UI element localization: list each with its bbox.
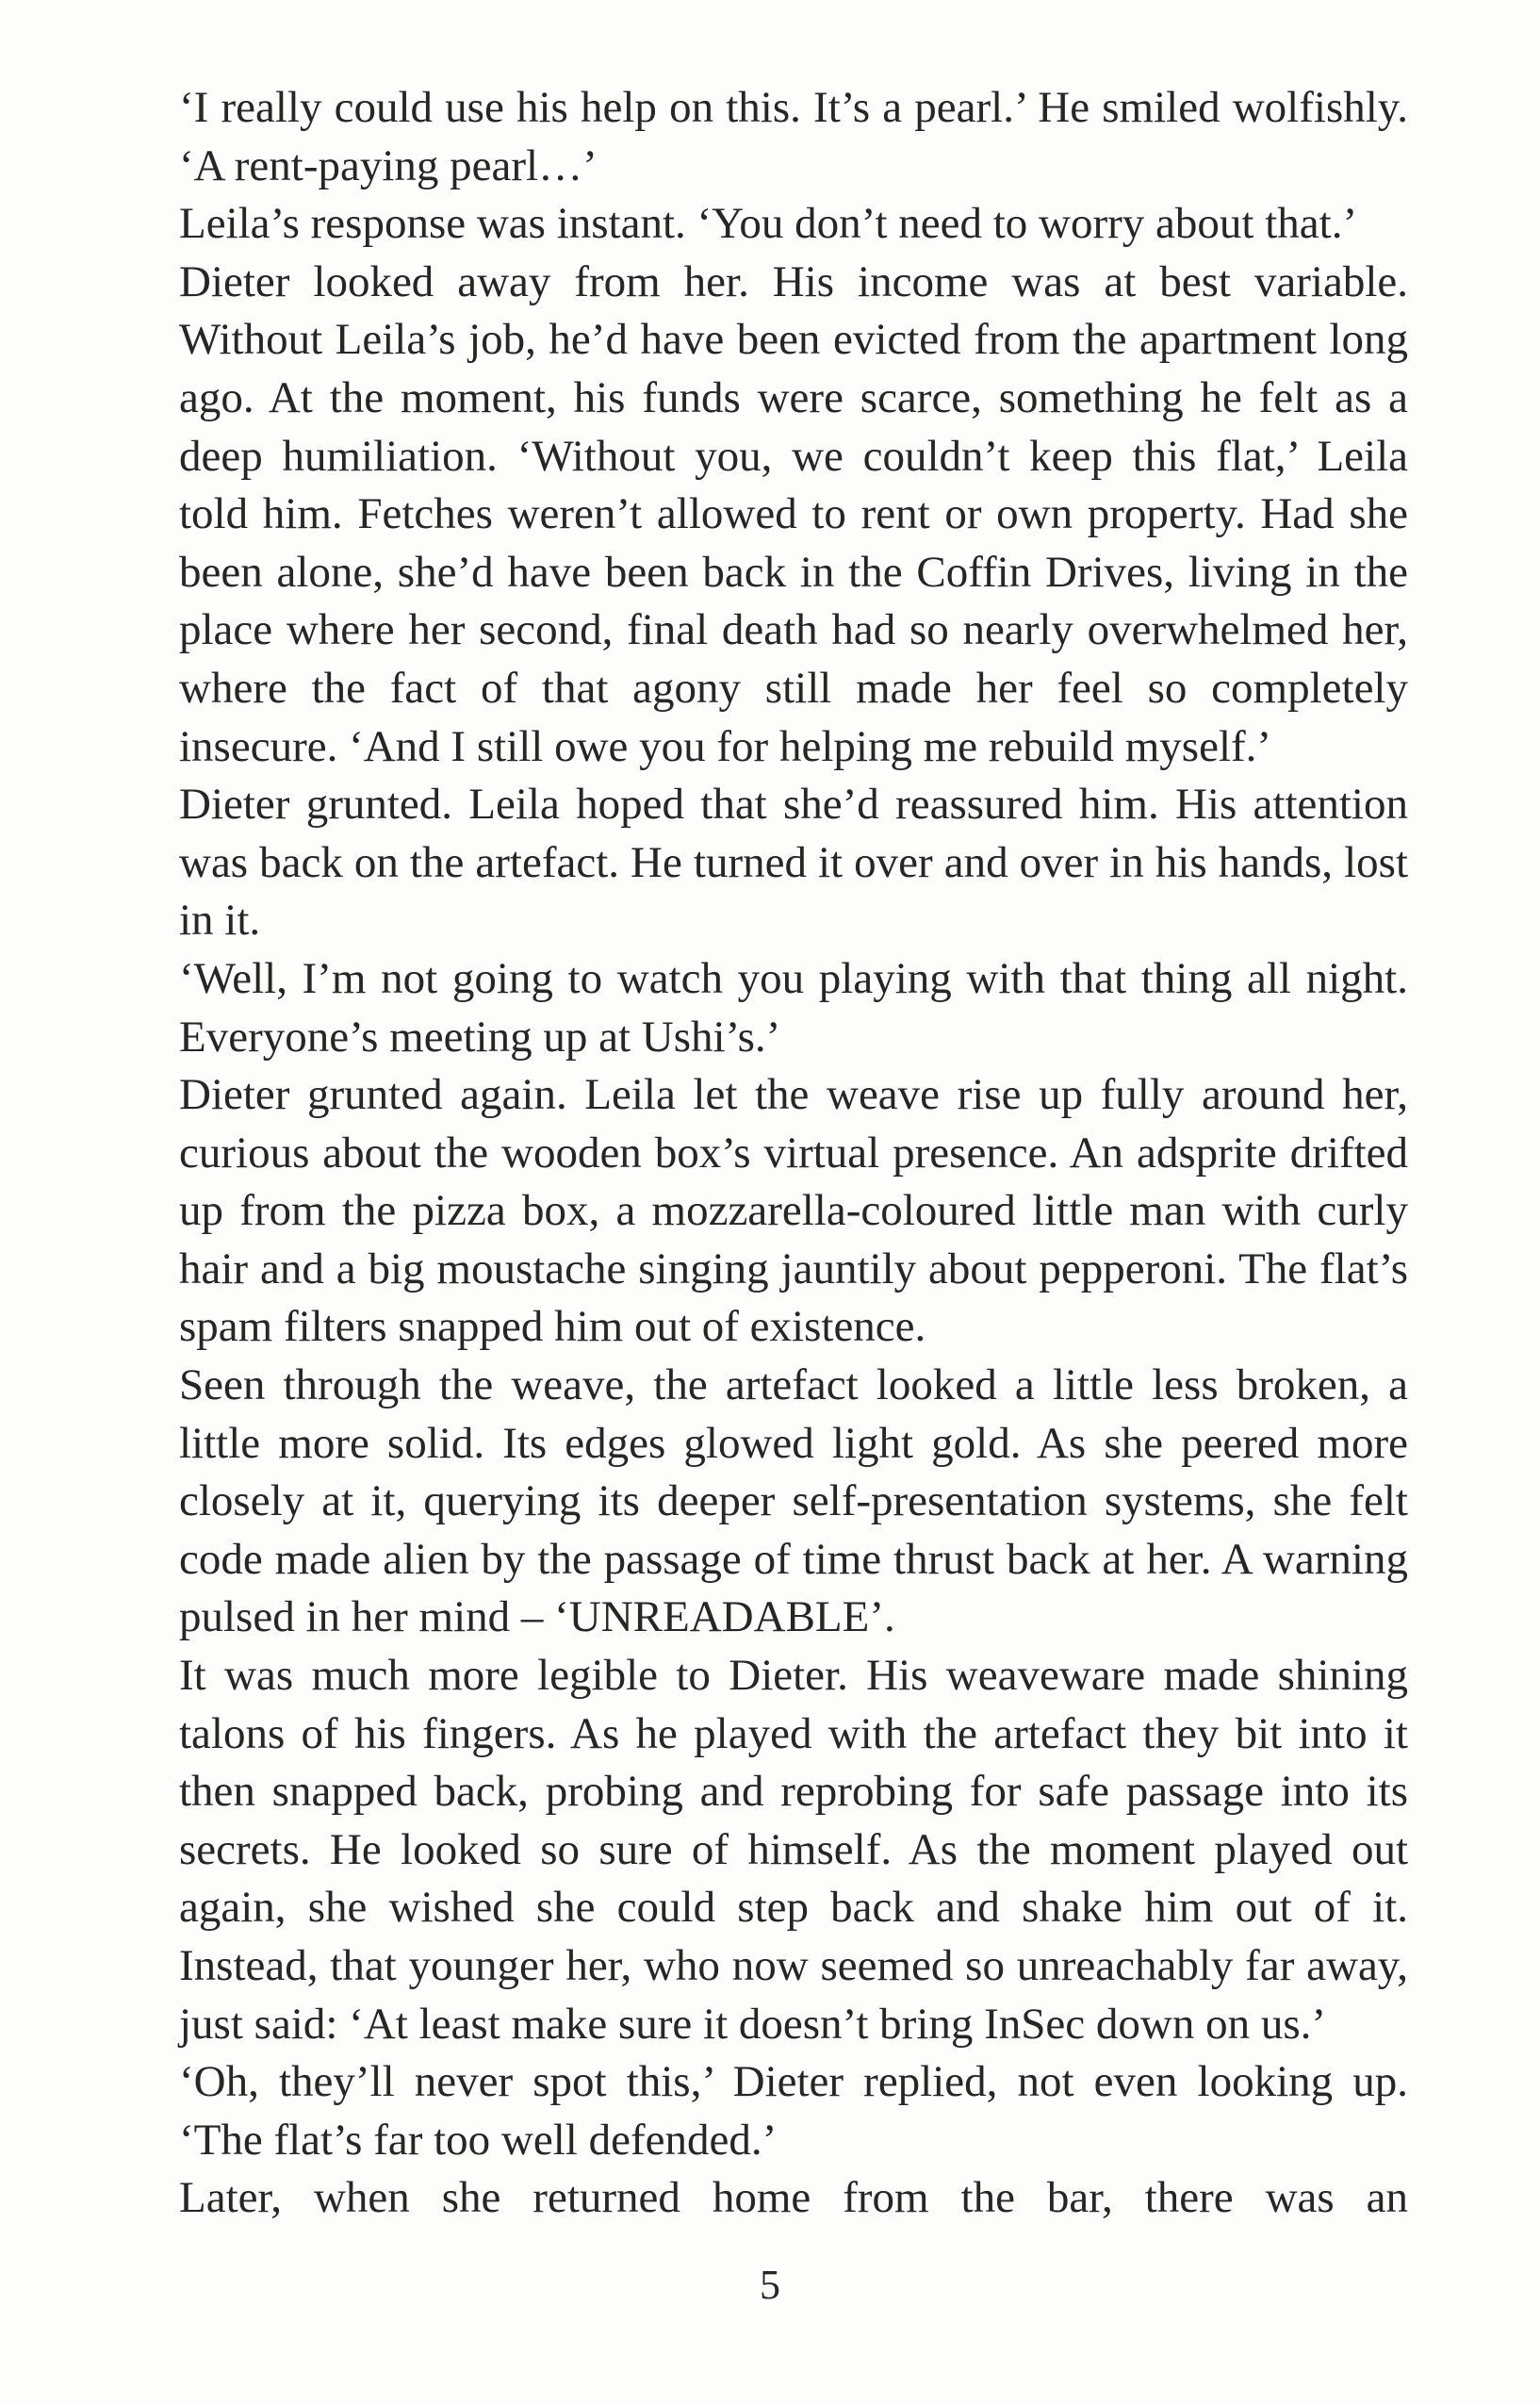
paragraph-10: Later, when she returned home from the bar, there was an xyxy=(179,2173,1408,2223)
paragraph-6: Dieter grunted again. Leila let the weave rise up fully around her, curious about the wooden box’s virtual presence. An adsprite drifted up from the pizza box, a mozzarella-coloured little man with curly hair and a big moustache singing jauntily about pepperoni. The flat’s spam filters snapped him out of existence. xyxy=(179,1070,1408,1352)
paragraph-3: Dieter looked away from her. His income was at best variable. Without Leila’s job, he’d have been evicted from the apartment long ago. At the moment, his funds were scarce, something he felt as a deep humiliation. ‘Without you, we couldn’t keep this flat,’ Leila told him. Fetches weren’t allowed to rent or own property. Had she been alone, she’d have been back in the Coffin Drives, living in the place where her second, final death had so nearly overwhelmed her, where the fact of that agony still made her feel so completely insecure. ‘And I still owe you for helping me rebuild myself.’ xyxy=(179,256,1408,771)
paragraph-5: ‘Well, I’m not going to watch you playing with that thing all night. Everyone’s meeting up at Ushi’s.’ xyxy=(179,953,1408,1062)
page-number: 5 xyxy=(760,2262,780,2308)
paragraph-2: Leila’s response was instant. ‘You don’t need to worry about that.’ xyxy=(179,199,1358,249)
paragraph-9: ‘Oh, they’ll never spot this,’ Dieter replied, not even looking up. ‘The flat’s far too well defended.’ xyxy=(179,2057,1408,2165)
paragraph-1: ‘I really could use his help on this. It’s a pearl.’ He smiled wolfishly. ‘A rent-paying pearl…’ xyxy=(179,83,1408,190)
paragraph-4: Dieter grunted. Leila hoped that she’d reassured him. His attention was back on the artefact. He turned it over and over in his hands, lost in it. xyxy=(179,780,1408,946)
paragraph-7: Seen through the weave, the artefact looked a little less broken, a little more solid. Its edges glowed light gold. As she peered more closely at it, querying its deeper self-presentation systems, she felt code made alien by the passage of time thrust back at her. A warning pulsed in her mind – ‘UNREADABLE’. xyxy=(179,1360,1408,1642)
paragraph-8: It was much more legible to Dieter. His weaveware made shining talons of his fingers. As he played with the artefact they bit into it then snapped back, probing and reprobing for safe passage into its secrets. He looked so sure of himself. As the moment played out again, she wished she could step back and shake him out of it. Instead, that younger her, who now seemed so unreachably far away, just said: ‘At least make sure it doesn’t bring InSec down on us.’ xyxy=(179,1651,1408,2049)
body-text xyxy=(179,79,1408,2228)
